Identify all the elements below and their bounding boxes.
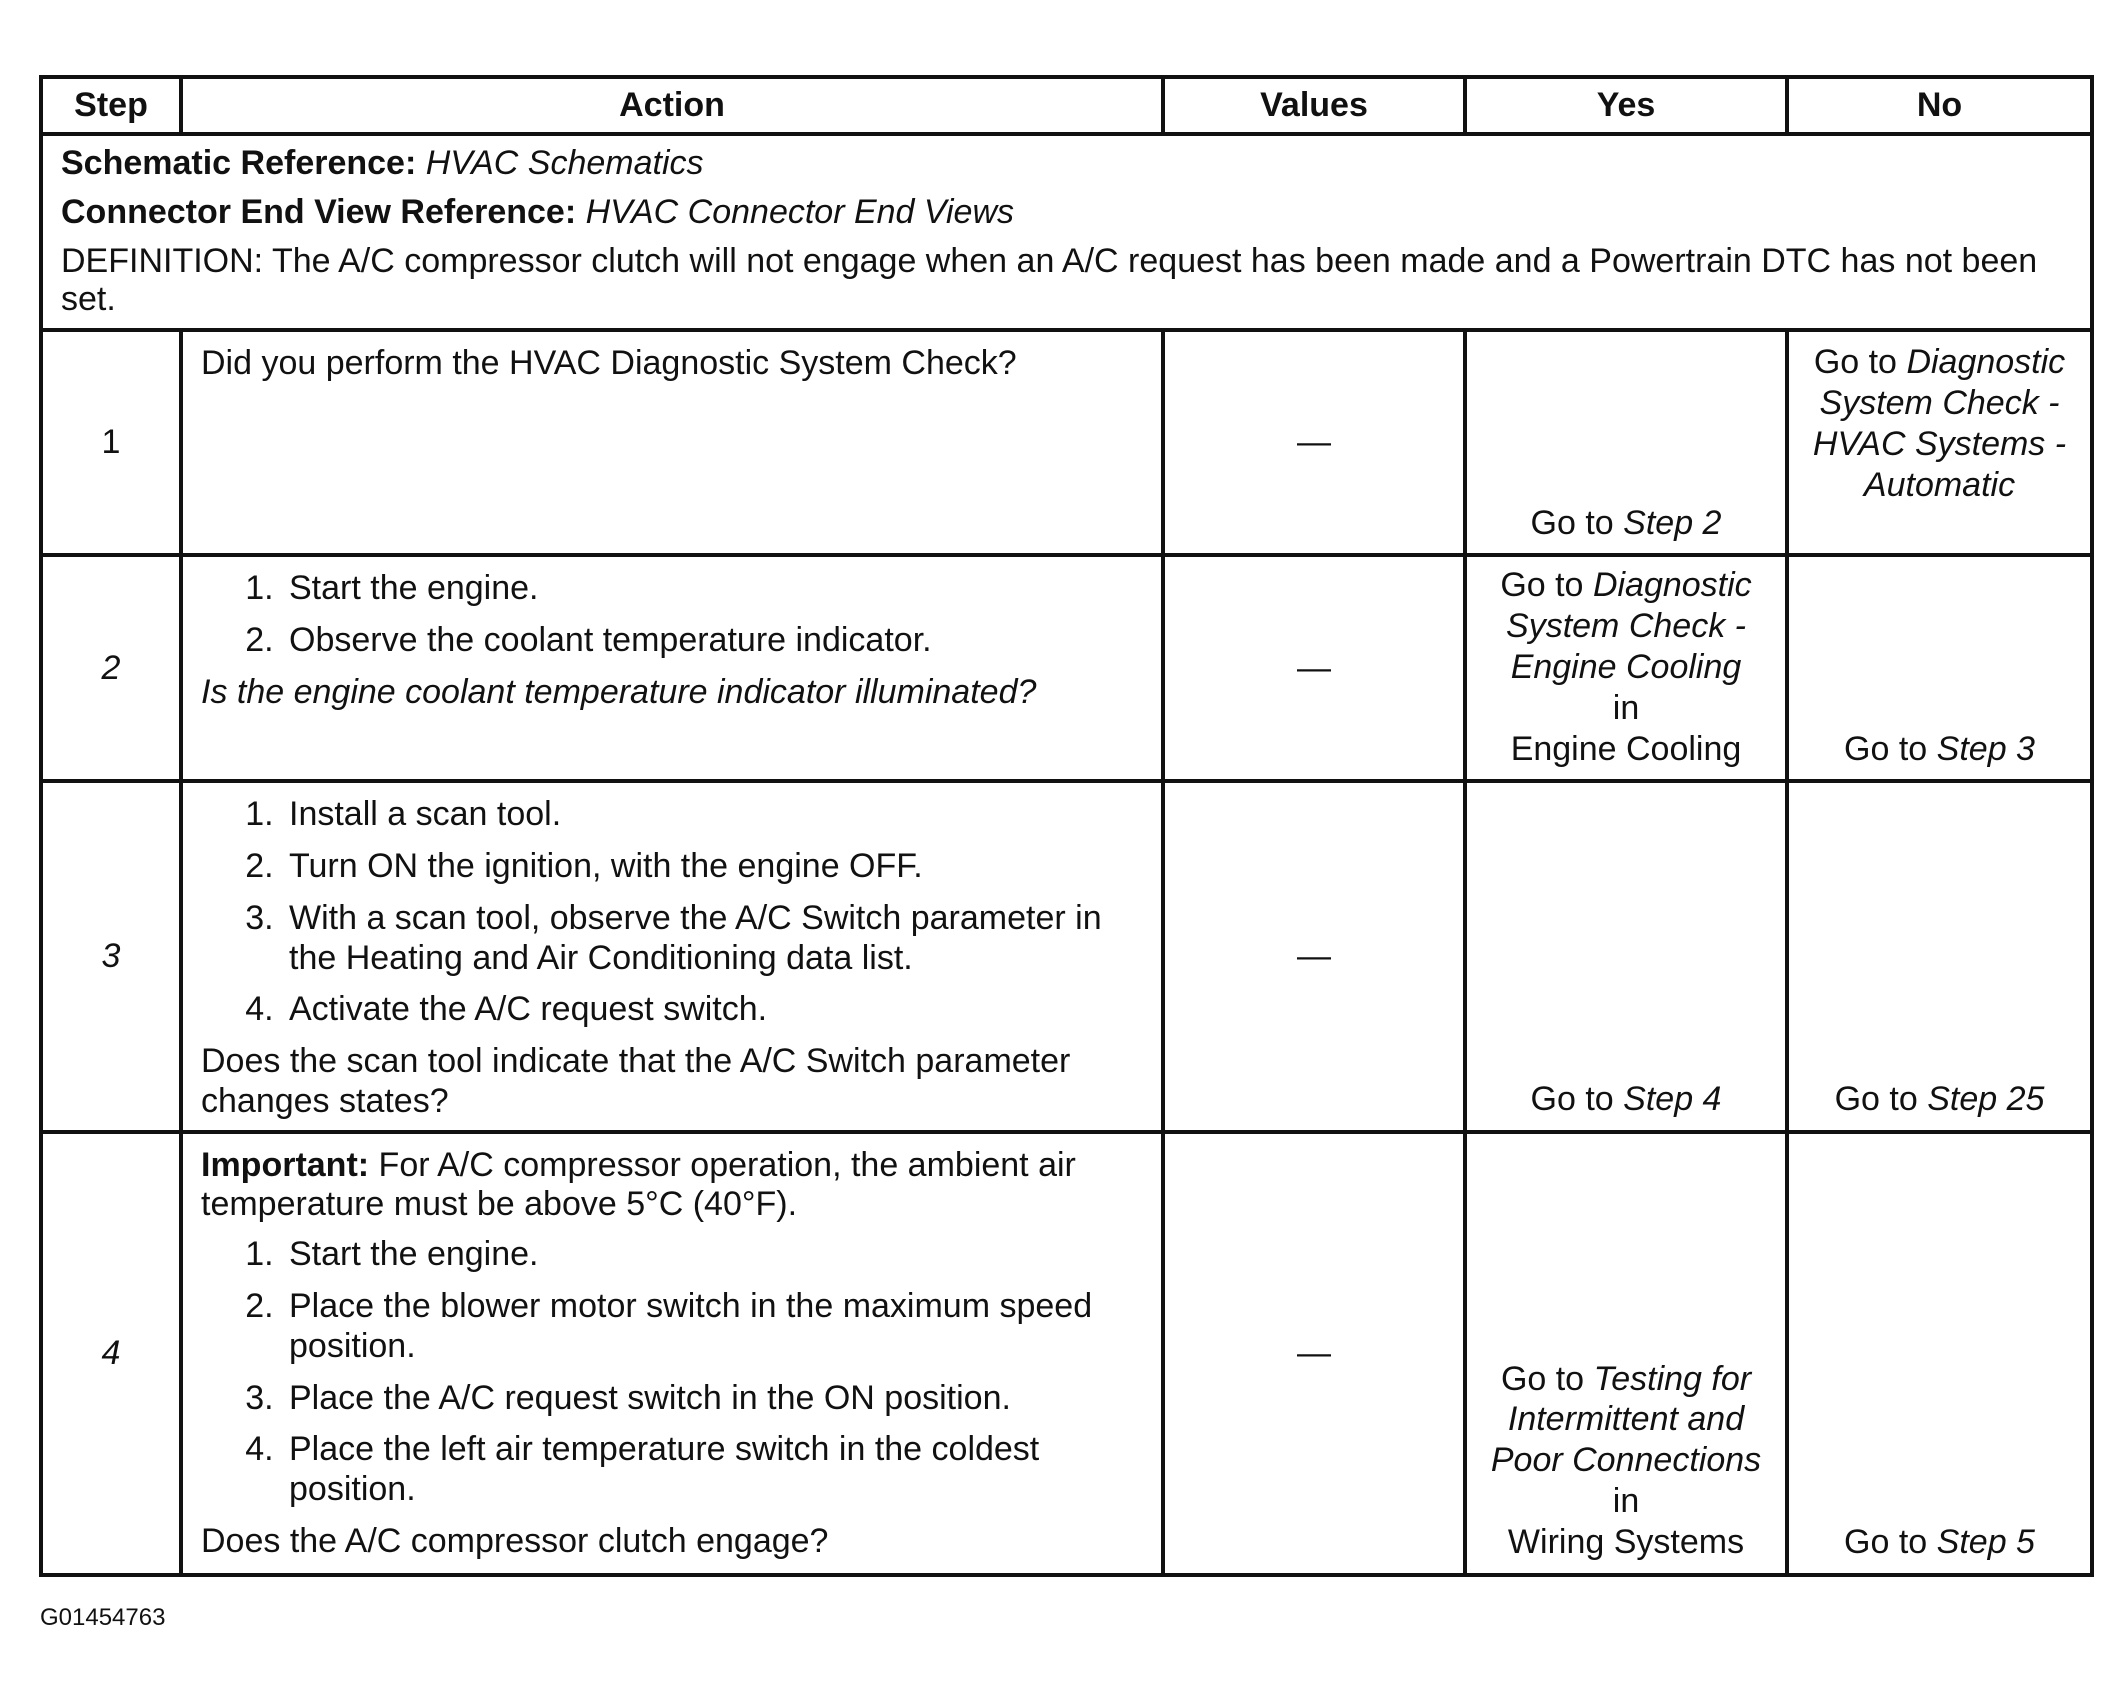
goto-in: in (1612, 1482, 1640, 1521)
header-step: Step (41, 77, 181, 134)
step-question: Did you perform the HVAC Diagnostic System Check? (201, 344, 1017, 383)
goto-ref-line: Automatic (1863, 465, 2016, 504)
goto-prefix: Go to (1530, 503, 1614, 542)
goto-ref: Step 2 (1623, 503, 1722, 542)
goto-ref: Step 5 (1936, 1522, 2035, 1561)
important-text: For A/C compressor operation, the ambient air temperature must be above 5°C (40°F). (201, 1145, 1076, 1224)
schematic-reference (61, 144, 2072, 182)
definition-text: DEFINITION: The A/C compressor clutch will not engage when an A/C request has been made and a Powertrain DTC has not been set. (61, 242, 2038, 319)
info-cell (41, 134, 2092, 330)
step-list (201, 1235, 1145, 1510)
goto-section: Wiring Systems (1507, 1522, 1745, 1561)
goto-ref-line: Poor Connections (1490, 1441, 1762, 1480)
value-cell: — (1163, 330, 1465, 555)
no-goto[interactable] (1793, 729, 2086, 770)
list-item: 1. Start the engine. (283, 569, 1145, 609)
goto-in: in (1612, 688, 1640, 727)
value-cell: — (1163, 555, 1465, 781)
value-cell: — (1163, 1132, 1465, 1575)
goto-ref-line: System Check - (1819, 384, 2060, 423)
yes-goto[interactable] (1471, 1359, 1781, 1563)
step-question: Does the scan tool indicate that the A/C Switch parameter changes states? (201, 1042, 1071, 1120)
no-cell (1787, 1132, 2092, 1575)
goto-ref-line: System Check - (1506, 607, 1746, 646)
list-item: 1. Install a scan tool. (283, 795, 1145, 835)
schematic-link[interactable]: HVAC Schematics (425, 144, 704, 182)
yes-goto[interactable] (1471, 1079, 1781, 1120)
table-row (41, 781, 2092, 1131)
diagnostic-table (39, 75, 2094, 1577)
schematic-label: Schematic Reference: (61, 144, 417, 182)
list-item: 2. Observe the coolant temperature indicator. (283, 621, 1145, 661)
action-cell (181, 781, 1163, 1131)
important-label: Important: (201, 1145, 370, 1184)
list-item: 2. Turn ON the ignition, with the engine OFF. (283, 847, 1145, 887)
step-number: 3 (41, 781, 181, 1131)
action-cell (181, 555, 1163, 781)
goto-prefix: Go to (1530, 1079, 1614, 1118)
goto-ref-line: HVAC Systems - (1812, 424, 2067, 463)
goto-ref: Step 4 (1623, 1079, 1722, 1118)
goto-prefix: Go to (1844, 1522, 1928, 1561)
goto-prefix: Go to (1500, 566, 1584, 605)
goto-ref-line: Diagnostic (1592, 566, 1752, 605)
no-goto[interactable] (1793, 1079, 2086, 1120)
goto-prefix: Go to (1500, 1359, 1585, 1398)
goto-prefix: Go to (1844, 729, 1928, 768)
goto-prefix: Go to (1813, 343, 1897, 382)
step-question: Is the engine coolant temperature indicator illuminated? (201, 672, 1037, 711)
step-number: 4 (41, 1132, 181, 1575)
action-cell (181, 1132, 1163, 1575)
list-item: 1. Start the engine. (283, 1235, 1145, 1275)
yes-goto[interactable] (1471, 565, 1781, 769)
step-list (201, 795, 1145, 1030)
goto-ref: Step 3 (1936, 729, 2035, 768)
header-no: No (1787, 77, 2092, 134)
step-question: Does the A/C compressor clutch engage? (201, 1521, 829, 1560)
header-yes: Yes (1465, 77, 1787, 134)
connector-link[interactable]: HVAC Connector End Views (585, 193, 1014, 232)
list-item: 2. Place the blower motor switch in the maximum speed position. (283, 1287, 1145, 1367)
goto-ref: Step 25 (1927, 1079, 2045, 1118)
step-number: 2 (41, 555, 181, 781)
no-goto[interactable] (1793, 1522, 2086, 1563)
goto-prefix: Go to (1834, 1079, 1918, 1118)
list-item: 4. Place the left air temperature switch in the coldest position. (283, 1430, 1145, 1510)
goto-ref-line: Intermittent and (1507, 1400, 1745, 1439)
connector-reference (61, 193, 2072, 231)
list-item: 4. Activate the A/C request switch. (283, 990, 1145, 1030)
yes-goto[interactable] (1471, 503, 1781, 544)
yes-cell (1465, 555, 1787, 781)
yes-cell (1465, 781, 1787, 1131)
step-list (201, 569, 1145, 661)
no-cell (1787, 555, 2092, 781)
header-action: Action (181, 77, 1163, 134)
goto-section: Engine Cooling (1510, 729, 1742, 768)
header-values: Values (1163, 77, 1465, 134)
value-cell: — (1163, 781, 1465, 1131)
yes-cell (1465, 330, 1787, 555)
yes-cell (1465, 1132, 1787, 1575)
table-row (41, 330, 2092, 555)
goto-ref-line: Testing for (1593, 1359, 1752, 1398)
goto-ref-line: Diagnostic (1906, 343, 2066, 382)
goto-ref-line: Engine Cooling (1510, 647, 1742, 686)
info-row (41, 134, 2092, 330)
action-cell (181, 330, 1163, 555)
connector-label: Connector End View Reference: (61, 193, 577, 232)
list-item: 3. Place the A/C request switch in the ON position. (283, 1379, 1145, 1419)
no-cell (1787, 330, 2092, 555)
list-item: 3. With a scan tool, observe the A/C Switch parameter in the Heating and Air Conditioning data list. (283, 899, 1145, 979)
no-cell (1787, 781, 2092, 1131)
important-note (201, 1146, 1145, 1226)
no-goto[interactable] (1789, 332, 2090, 505)
figure-code: G01454763 (40, 1604, 166, 1631)
table-row (41, 555, 2092, 781)
step-number: 1 (41, 330, 181, 555)
header-row (41, 77, 2092, 134)
table-row (41, 1132, 2092, 1575)
